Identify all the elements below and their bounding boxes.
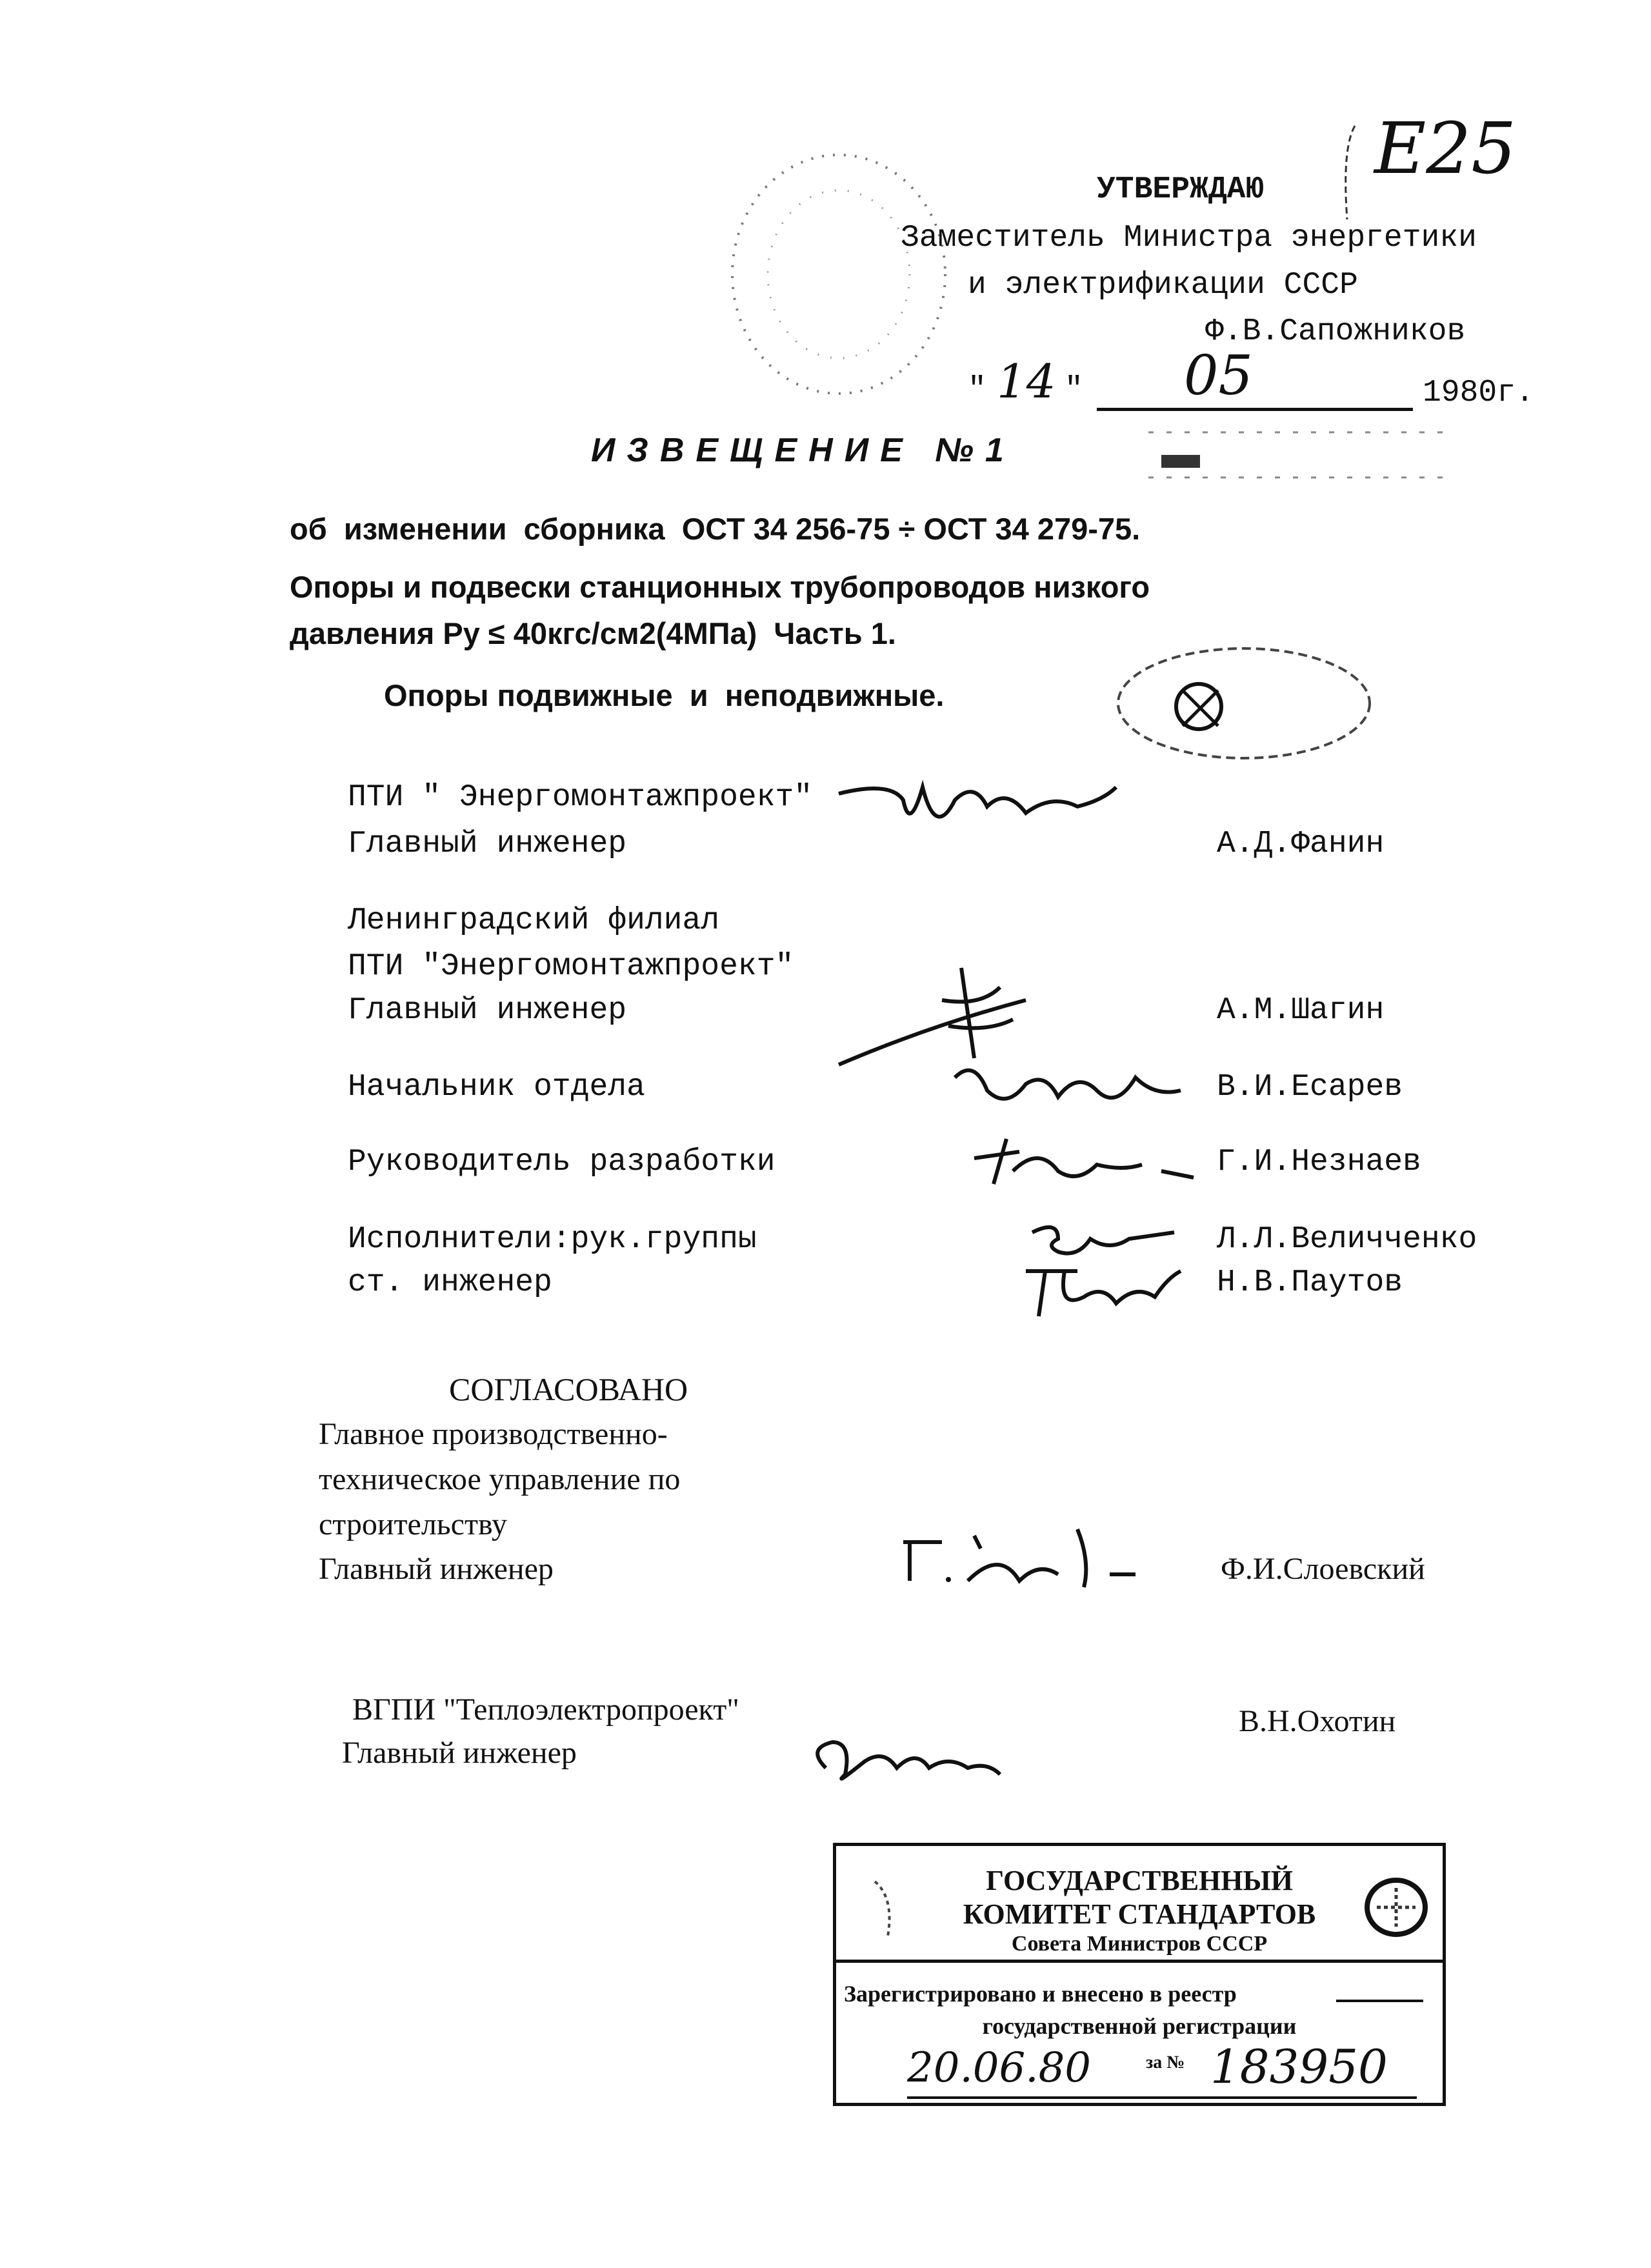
agreed-heading: СОГЛАСОВАНО [449,1371,688,1407]
approval-position-line2: и электрификации СССР [968,268,1358,303]
signatory-1-name: А.Д.Фанин [1217,827,1385,861]
corner-bracket [1336,123,1361,226]
notice-title: ИЗВЕЩЕНИЕ №1 [591,432,1016,469]
notice-subject: об изменении сборника ОСТ 34 256-75 ÷ ОСТ 34 279-75. [290,512,1141,546]
stamp-line5: государственной регистрации [982,2013,1297,2039]
signature-esarev [948,1052,1194,1123]
approval-name: Ф.В.Сапожников [1205,314,1466,349]
signatory-4-name: Г.И.Незнаев [1217,1145,1421,1179]
round-seal-icon [723,145,961,403]
signatory-2-org-line3: Главный инженер [348,993,627,1028]
stamp-line4: Зарегистрировано и внесено в реестр [844,1981,1237,2007]
signature-okhotin [806,1723,1013,1794]
vgpi-name: В.Н.Охотин [1239,1704,1396,1738]
stamp-number-label: за № [1146,2052,1185,2072]
agreed-org-line3: строительству [319,1507,507,1541]
stamp-number-underline [907,2096,1417,2099]
signatory-2-name: А.М.Шагин [1217,993,1385,1028]
signatory-1-org-line1: ПТИ " Энергомонтажпроект" [348,780,813,815]
approval-year: 1980г. [1423,376,1534,410]
corner-mark: Е25 [1374,107,1517,190]
stamp-line4-underline [1336,2000,1423,2002]
agreed-name: Ф.И.Слоевский [1221,1552,1425,1586]
notice-description-line2: давления Ру ≤ 40кгс/см2(4МПа) Часть 1. [290,616,896,650]
signature-fanin [832,761,1129,858]
signatory-6-name: Н.В.Паутов [1217,1265,1403,1300]
signature-sloevsky [897,1523,1155,1594]
stamp-line1: ГОСУДАРСТВЕННЫЙ [986,1865,1293,1896]
oval-stamp-icon [1115,642,1379,765]
agreed-org-line2: техническое управление по [319,1462,681,1496]
signatory-4-org: Руководитель разработки [348,1145,775,1179]
stamp-number: 183950 [1210,2040,1388,2094]
approval-day: 14 [997,354,1056,408]
signatory-3-org: Начальник отдела [348,1070,645,1105]
faint-stamp [1142,419,1465,490]
signatory-5-name: Л.Л.Величченко [1217,1222,1477,1257]
approval-month-underline [1097,408,1413,411]
agreed-org-line1: Главное производственно- [319,1417,668,1451]
signature-neznaev [968,1132,1206,1190]
signature-velichenko [1019,1213,1200,1265]
signature-pautov [1019,1258,1200,1323]
signatory-3-name: В.И.Есарев [1217,1070,1403,1105]
notice-part-title: Опоры подвижные и неподвижные. [384,678,945,712]
signatory-2-org-line2: ПТИ "Энергомонтажпроект" [348,949,794,984]
approval-date-quote-close: " [1065,372,1083,407]
signatory-6-org: ст. инженер [348,1265,552,1300]
signatory-2-org-line1: Ленинградский филиал [348,903,720,938]
stamp-date: 20.06.80 [907,2044,1091,2092]
approval-position-line1: Заместитель Министра энергетики [901,221,1477,256]
approval-date-quote-open: " [968,372,986,407]
signatory-1-org-line2: Главный инженер [348,827,627,861]
notice-description-line1: Опоры и подвески станционных трубопроводов низкого [290,570,1150,604]
approval-heading: УТВЕРЖДАЮ [1097,172,1265,207]
stamp-line3: Совета Министров СССР [1011,1932,1268,1956]
registration-stamp [833,1843,1446,2106]
vgpi-org-line2: Главный инженер [342,1736,577,1770]
approval-month: 05 [1184,344,1253,407]
vgpi-org-line1: ВГПИ "Теплоэлектропроект" [352,1692,739,1727]
stamp-line2: КОМИТЕТ СТАНДАРТОВ [963,1898,1316,1930]
agreed-org-line4: Главный инженер [319,1552,554,1586]
stamp-divider [836,1960,1443,1963]
signatory-5-org: Исполнители:рук.группы [348,1222,757,1257]
